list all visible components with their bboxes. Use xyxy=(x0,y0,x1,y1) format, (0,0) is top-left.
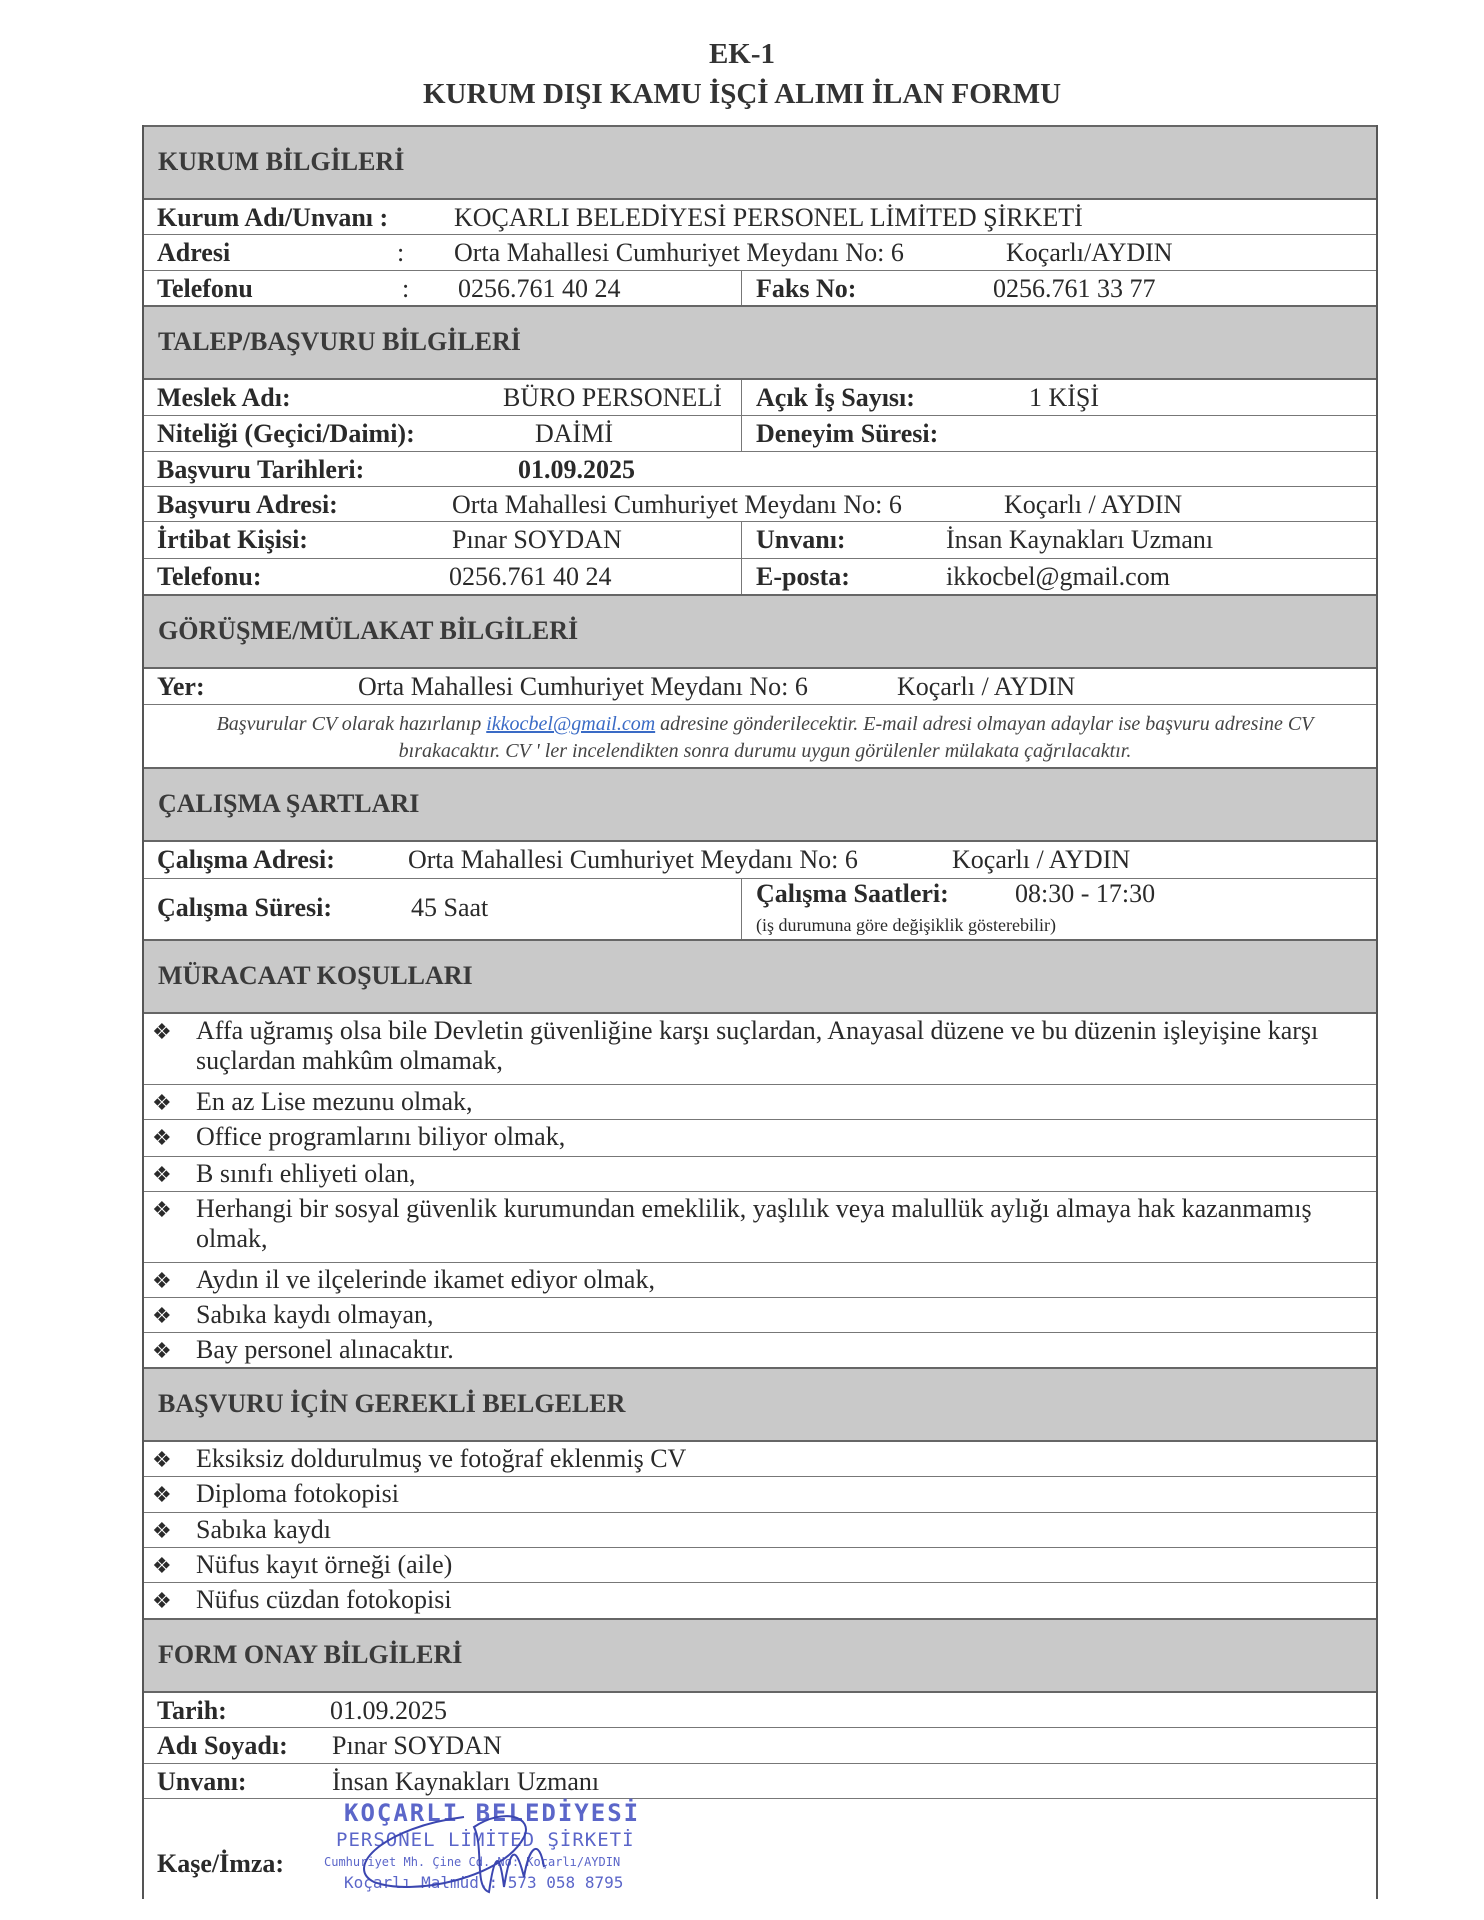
list-item xyxy=(144,1192,1376,1263)
bullet-icon: ❖ xyxy=(152,1197,172,1222)
bullet-icon: ❖ xyxy=(152,1268,172,1293)
item-text: Office programlarını biliyor olmak, xyxy=(196,1122,566,1151)
value: Pınar SOYDAN xyxy=(332,1731,502,1760)
label: Telefonu: xyxy=(157,562,262,591)
value: Orta Mahallesi Cumhuriyet Meydanı No: 6 xyxy=(454,238,904,267)
label: Başvuru Adresi: xyxy=(157,490,338,519)
note: (iş durumuna göre değişiklik gösterebilir) xyxy=(756,915,1056,935)
row-telefon xyxy=(144,271,1376,305)
section-title: BAŞVURU İÇİN GEREKLİ BELGELER xyxy=(158,1389,626,1418)
bullet-icon: ❖ xyxy=(152,1303,172,1328)
section-title: ÇALIŞMA ŞARTLARI xyxy=(158,789,420,818)
bullet-icon: ❖ xyxy=(152,1482,172,1507)
value: 0256.761 40 24 xyxy=(458,274,621,303)
label: Adresi xyxy=(157,238,231,267)
item-text: Sabıka kaydı olmayan, xyxy=(196,1300,434,1329)
value: Orta Mahallesi Cumhuriyet Meydanı No: 6 xyxy=(408,845,858,874)
value: İnsan Kaynakları Uzmanı xyxy=(946,525,1214,554)
section-title: KURUM BİLGİLERİ xyxy=(158,147,405,176)
bullet-icon: ❖ xyxy=(152,1090,172,1115)
note-text: Başvurular CV olarak hazırlanıp xyxy=(216,713,487,735)
item-text: Affa uğramış olsa bile Devletin güvenliğine karşı suçlardan, Anayasal düzene ve bu düzenin işleyişine karşı suçlardan mahkûm olmamak, xyxy=(196,1016,1319,1075)
label: Tarih: xyxy=(157,1696,227,1725)
list-item xyxy=(144,1442,1376,1477)
row-nitelik xyxy=(144,416,1376,452)
item-text: En az Lise mezunu olmak, xyxy=(196,1087,473,1116)
value: 1 KİŞİ xyxy=(1029,383,1100,412)
row-yer xyxy=(144,669,1376,705)
value: BÜRO PERSONELİ xyxy=(503,383,722,412)
value: 08:30 - 17:30 xyxy=(1015,879,1156,908)
label: Kurum Adı/Unvanı : xyxy=(157,203,389,232)
row-onay-tarih xyxy=(144,1693,1376,1728)
bullet-icon: ❖ xyxy=(152,1338,172,1363)
conditions-list xyxy=(144,1014,1376,1367)
list-item xyxy=(144,1014,1376,1085)
label: Adı Soyadı: xyxy=(157,1731,288,1760)
section-title: MÜRACAAT KOŞULLARI xyxy=(158,961,473,990)
section-title: TALEP/BAŞVURU BİLGİLERİ xyxy=(158,327,521,356)
list-item xyxy=(144,1298,1376,1333)
bullet-icon: ❖ xyxy=(152,1553,172,1578)
label: Kaşe/İmza: xyxy=(157,1849,285,1878)
item-text: Eksiksiz doldurulmuş ve fotoğraf eklenmiş CV xyxy=(196,1444,687,1473)
list-item xyxy=(144,1120,1376,1157)
stamp-text: Koçarlı Malmüd.: 573 058 8795 xyxy=(344,1873,624,1892)
label: Telefonu xyxy=(157,274,253,303)
bullet-icon: ❖ xyxy=(152,1588,172,1613)
item-text: B sınıfı ehliyeti olan, xyxy=(196,1159,416,1188)
item-text: Bay personel alınacaktır. xyxy=(196,1335,454,1364)
bullet-icon: ❖ xyxy=(152,1518,172,1543)
item-text: Aydın il ve ilçelerinde ikamet ediyor olmak, xyxy=(196,1265,655,1294)
row-kurum-adi xyxy=(144,200,1376,235)
row-basvuru-tarih xyxy=(144,452,1376,487)
label: Faks No: xyxy=(756,274,857,303)
section-muracaat xyxy=(144,939,1376,1014)
section-talep xyxy=(144,305,1376,380)
label: Niteliği (Geçici/Daimi): xyxy=(157,419,415,448)
label: Çalışma Saatleri: xyxy=(756,879,949,908)
note-text: adresine gönderilecektir. E-mail adresi olmayan adaylar ise başvuru adresine CV bırakacaktır. CV ' ler incelendikten sonra durumu uygun görülenler mülakata çağrılacaktır. xyxy=(398,713,1314,762)
section-onay xyxy=(144,1618,1376,1693)
list-item xyxy=(144,1157,1376,1192)
label: Yer: xyxy=(157,672,205,701)
bullet-icon: ❖ xyxy=(152,1019,172,1044)
value: 0256.761 33 77 xyxy=(993,274,1156,303)
label: İrtibat Kişisi: xyxy=(157,525,308,554)
stamp-text: PERSONEL LİMİTED ŞİRKETİ xyxy=(336,1829,635,1851)
label: Çalışma Süresi: xyxy=(157,893,333,922)
value: DAİMİ xyxy=(535,419,613,448)
label: Açık İş Sayısı: xyxy=(756,383,915,412)
colon: : xyxy=(397,238,405,267)
row-kase xyxy=(144,1799,1376,1899)
section-calisma xyxy=(144,767,1376,842)
section-belgeler xyxy=(144,1367,1376,1442)
value: Orta Mahallesi Cumhuriyet Meydanı No: 6 xyxy=(452,490,902,519)
section-kurum xyxy=(144,125,1376,200)
bullet-icon: ❖ xyxy=(152,1125,172,1150)
value: 01.09.2025 xyxy=(330,1696,447,1725)
label: Unvanı: xyxy=(756,525,846,554)
form-title: KURUM DIŞI KAMU İŞÇİ ALIMI İLAN FORMU xyxy=(422,78,1062,110)
value: 45 Saat xyxy=(411,893,489,922)
row-onay-unvan xyxy=(144,1764,1376,1799)
label: Başvuru Tarihleri: xyxy=(157,455,365,484)
value: KOÇARLI BELEDİYESİ PERSONEL LİMİTED ŞİRKETİ xyxy=(454,203,1083,232)
list-item xyxy=(144,1583,1376,1618)
label: Çalışma Adresi: xyxy=(157,845,335,874)
value: 01.09.2025 xyxy=(518,455,635,484)
value: İnsan Kaynakları Uzmanı xyxy=(332,1767,600,1796)
form-code: EK-1 xyxy=(708,38,776,70)
list-item xyxy=(144,1333,1376,1367)
value: 0256.761 40 24 xyxy=(449,562,612,591)
item-text: Nüfus cüzdan fotokopisi xyxy=(196,1585,452,1614)
colon: : xyxy=(402,274,410,303)
row-meslek xyxy=(144,380,1376,416)
company-stamp xyxy=(324,1797,654,1897)
list-item xyxy=(144,1513,1376,1548)
value-city: Koçarlı / AYDIN xyxy=(952,845,1131,874)
bullet-icon: ❖ xyxy=(152,1162,172,1187)
row-calisma-adres xyxy=(144,842,1376,879)
list-item xyxy=(144,1477,1376,1513)
section-title: GÖRÜŞME/MÜLAKAT BİLGİLERİ xyxy=(158,616,579,645)
list-item xyxy=(144,1263,1376,1298)
row-adres xyxy=(144,235,1376,271)
row-basvuru-adres xyxy=(144,487,1376,522)
label: Deneyim Süresi: xyxy=(756,419,939,448)
label: E-posta: xyxy=(756,562,850,591)
documents-list xyxy=(144,1442,1376,1618)
value: Orta Mahallesi Cumhuriyet Meydanı No: 6 xyxy=(358,672,808,701)
email-link[interactable]: ikkocbel@gmail.com xyxy=(946,562,1170,591)
value-city: Koçarlı/AYDIN xyxy=(1006,238,1173,267)
value-city: Koçarlı / AYDIN xyxy=(897,672,1076,701)
label: Meslek Adı: xyxy=(157,383,291,412)
label: Unvanı: xyxy=(157,1767,247,1796)
row-onay-ad xyxy=(144,1728,1376,1764)
signature-icon xyxy=(324,1797,654,1897)
item-text: Sabıka kaydı xyxy=(196,1515,332,1544)
email-link[interactable]: ikkocbel@gmail.com xyxy=(486,713,656,735)
stamp-text: KOÇARLI BELEDİYESİ xyxy=(344,1799,641,1827)
value-city: Koçarlı / AYDIN xyxy=(1004,490,1183,519)
row-calisma-sure xyxy=(144,879,1376,939)
item-text: Nüfus kayıt örneği (aile) xyxy=(196,1550,453,1579)
item-text: Diploma fotokopisi xyxy=(196,1479,399,1508)
application-form xyxy=(142,125,1378,1899)
bullet-icon: ❖ xyxy=(152,1447,172,1472)
row-irtibat xyxy=(144,522,1376,559)
value: Pınar SOYDAN xyxy=(452,525,622,554)
row-telefon2 xyxy=(144,559,1376,594)
list-item xyxy=(144,1085,1376,1120)
stamp-text: Cumhuriyet Mh. Çine Cd. No: Koçarlı/AYDIN xyxy=(324,1855,621,1869)
section-gorusme xyxy=(144,594,1376,669)
list-item xyxy=(144,1548,1376,1583)
application-note xyxy=(144,705,1376,767)
item-text: Herhangi bir sosyal güvenlik kurumundan emeklilik, yaşlılık veya malullük aylığı almaya hak kazanmamış olmak, xyxy=(196,1194,1312,1253)
section-title: FORM ONAY BİLGİLERİ xyxy=(158,1640,463,1669)
